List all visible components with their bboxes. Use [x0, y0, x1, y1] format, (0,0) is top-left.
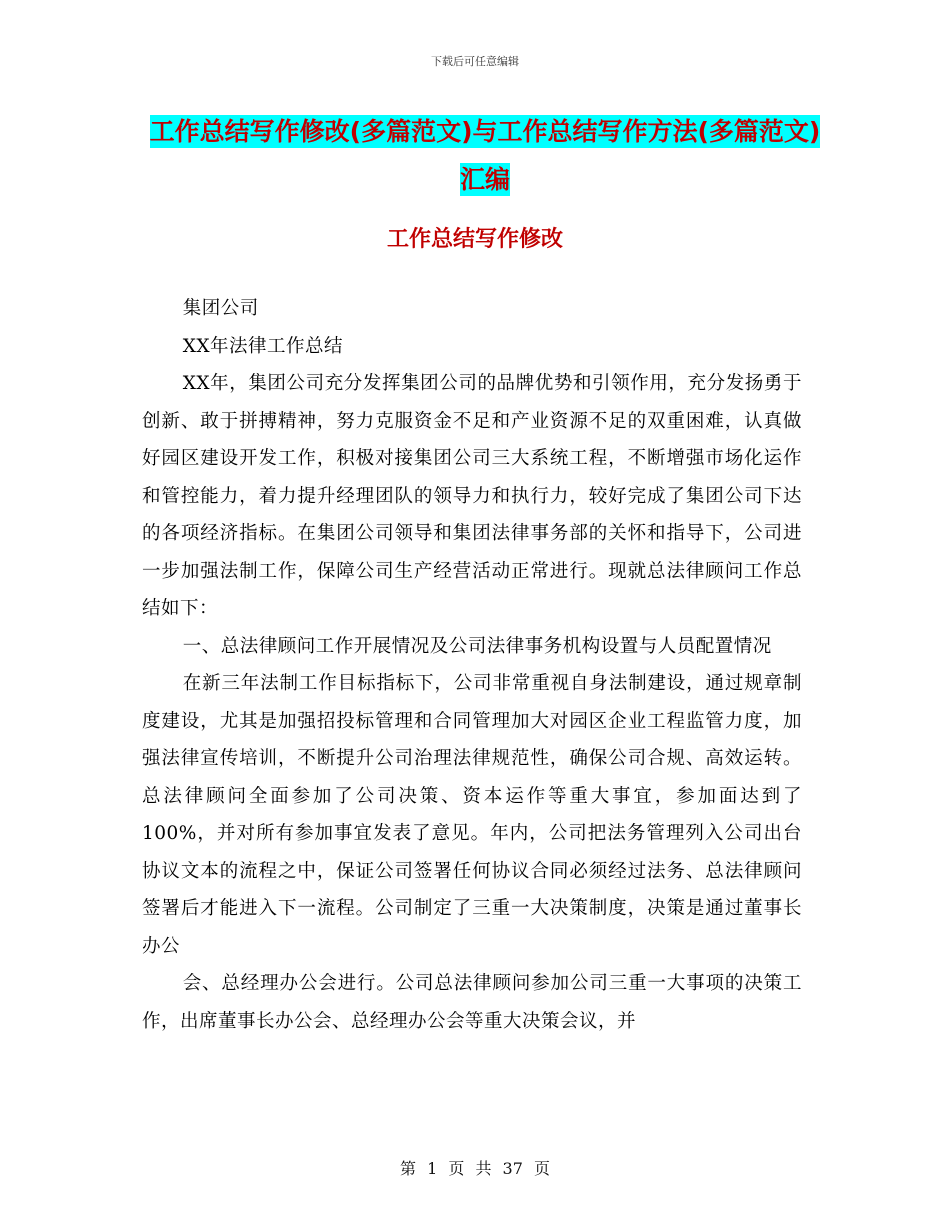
page-footer: 第 1 页 共 37 页	[400, 1159, 550, 1178]
document-body	[142, 290, 802, 1040]
section-title: 工作总结写作修改	[386, 227, 563, 252]
paragraph: XX年，集团公司充分发挥集团公司的品牌优势和引领作用，充分发扬勇于创新、敢于拼搏精神，努力克服资金不足和产业资源不足的双重困难，认真做好园区建设开发工作，积极对接集团公司三大系统工程，不断增强市场化运作和管控能力，着力提升经理团队的领导力和执行力，较好完成了集团公司下达的各项经济指标。在集团公司领导和集团法律事务部的关怀和指导下，公司进一步加强法制工作，保障公司生产经营活动正常进行。现就总法律顾问工作总结如下：	[142, 373, 802, 619]
paragraph: 会、总经理办公会进行。公司总法律顾问参加公司三重一大事项的决策工作，出席董事长办公会、总经理办公会等重大决策会议，并	[142, 973, 802, 1032]
document-title	[140, 108, 830, 204]
document-title-text: 工作总结写作修改(多篇范文)与工作总结写作方法(多篇范文)汇编	[149, 117, 821, 194]
paragraph: 集团公司	[182, 298, 259, 319]
page-header-note: 下载后可任意编辑	[431, 55, 519, 68]
paragraph: XX年法律工作总结	[182, 335, 344, 357]
paragraph: 一、总法律顾问工作开展情况及公司法律事务机构设置与人员配置情况	[182, 635, 772, 657]
paragraph: 在新三年法制工作目标指标下，公司非常重视自身法制建设，通过规章制度建设，尤其是加强招投标管理和合同管理加大对园区企业工程监管力度，加强法律宣传培训，不断提升公司治理法律规范性，确保公司合规、高效运转。总法律顾问全面参加了公司决策、资本运作等重大事宜，参加面达到了100%，并对所有参加事宜发表了意见。年内，公司把法务管理列入公司出台协议文本的流程之中，保证公司签署任何协议合同必须经过法务、总法律顾问签署后才能进入下一流程。公司制定了三重一大决策制度，决策是通过董事长办公	[142, 673, 802, 957]
